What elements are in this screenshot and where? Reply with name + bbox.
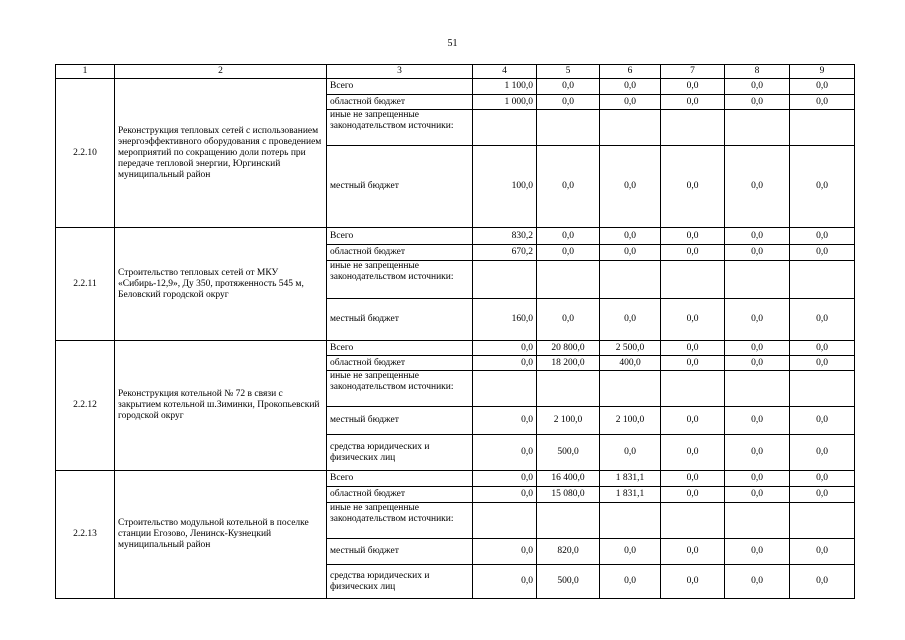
funding-source: областной бюджет xyxy=(327,487,473,503)
funding-source: средства юридических и физических лиц xyxy=(327,565,473,599)
amount-cell: 0,0 xyxy=(725,228,790,245)
amount-cell: 0,0 xyxy=(725,356,790,371)
amount-cell: 0,0 xyxy=(725,341,790,356)
amount-cell xyxy=(600,261,661,299)
amount-cell xyxy=(600,371,661,407)
amount-cell: 0,0 xyxy=(600,565,661,599)
column-header: 8 xyxy=(725,65,790,79)
header-row xyxy=(56,65,855,79)
amount-cell xyxy=(790,371,855,407)
amount-cell: 0,0 xyxy=(661,539,725,565)
funding-source: областной бюджет xyxy=(327,95,473,110)
amount-cell: 0,0 xyxy=(725,79,790,95)
table-row xyxy=(56,471,855,487)
amount-cell: 2 500,0 xyxy=(600,341,661,356)
column-header: 1 xyxy=(56,65,115,79)
amount-cell: 1 831,1 xyxy=(600,487,661,503)
column-header: 6 xyxy=(600,65,661,79)
amount-cell: 0,0 xyxy=(661,228,725,245)
amount-cell xyxy=(473,110,537,146)
amount-cell: 18 200,0 xyxy=(537,356,600,371)
amount-cell: 0,0 xyxy=(790,471,855,487)
amount-cell: 0,0 xyxy=(473,539,537,565)
amount-cell: 0,0 xyxy=(661,79,725,95)
table-row xyxy=(56,79,855,95)
funding-source: средства юридических и физических лиц xyxy=(327,435,473,471)
amount-cell: 0,0 xyxy=(725,245,790,261)
amount-cell: 0,0 xyxy=(473,565,537,599)
amount-cell: 0,0 xyxy=(473,487,537,503)
amount-cell: 0,0 xyxy=(790,435,855,471)
amount-cell: 0,0 xyxy=(661,146,725,228)
amount-cell xyxy=(790,110,855,146)
amount-cell: 0,0 xyxy=(790,228,855,245)
amount-cell xyxy=(661,371,725,407)
amount-cell: 2 100,0 xyxy=(600,407,661,435)
item-code: 2.2.12 xyxy=(56,341,115,471)
amount-cell: 500,0 xyxy=(537,435,600,471)
amount-cell xyxy=(725,261,790,299)
amount-cell: 160,0 xyxy=(473,299,537,341)
amount-cell: 0,0 xyxy=(537,79,600,95)
amount-cell: 0,0 xyxy=(790,95,855,110)
column-header: 7 xyxy=(661,65,725,79)
column-header: 5 xyxy=(537,65,600,79)
amount-cell: 0,0 xyxy=(600,539,661,565)
amount-cell: 0,0 xyxy=(537,299,600,341)
amount-cell: 0,0 xyxy=(537,245,600,261)
amount-cell: 1 000,0 xyxy=(473,95,537,110)
amount-cell: 0,0 xyxy=(537,228,600,245)
amount-cell: 0,0 xyxy=(790,79,855,95)
amount-cell xyxy=(725,110,790,146)
amount-cell: 0,0 xyxy=(725,407,790,435)
item-code: 2.2.11 xyxy=(56,228,115,341)
amount-cell: 15 080,0 xyxy=(537,487,600,503)
amount-cell: 0,0 xyxy=(725,435,790,471)
funding-source: Всего xyxy=(327,471,473,487)
amount-cell: 0,0 xyxy=(600,146,661,228)
amount-cell: 0,0 xyxy=(473,341,537,356)
funding-source: иные не запрещенные законодательством источники: xyxy=(327,503,473,539)
budget-table xyxy=(55,64,855,599)
amount-cell xyxy=(790,261,855,299)
amount-cell: 0,0 xyxy=(790,299,855,341)
funding-source: местный бюджет xyxy=(327,299,473,341)
amount-cell: 0,0 xyxy=(725,299,790,341)
amount-cell: 0,0 xyxy=(725,471,790,487)
amount-cell: 820,0 xyxy=(537,539,600,565)
table-row xyxy=(56,228,855,245)
amount-cell xyxy=(661,503,725,539)
column-header: 4 xyxy=(473,65,537,79)
amount-cell xyxy=(790,503,855,539)
amount-cell: 0,0 xyxy=(725,95,790,110)
amount-cell: 0,0 xyxy=(790,565,855,599)
funding-source: иные не запрещенные законодательством источники: xyxy=(327,261,473,299)
item-name: Реконструкция тепловых сетей с использованием энергоэффективного оборудования с проведением мероприятий по сокращению доли потерь при передаче тепловой энергии, Юргинский муниципальный район xyxy=(115,79,327,228)
funding-source: Всего xyxy=(327,341,473,356)
amount-cell: 0,0 xyxy=(661,299,725,341)
item-name: Реконструкция котельной № 72 в связи с закрытием котельной ш.Зиминки, Прокопьевский городской округ xyxy=(115,341,327,471)
amount-cell xyxy=(473,503,537,539)
amount-cell: 0,0 xyxy=(661,407,725,435)
amount-cell: 0,0 xyxy=(790,487,855,503)
amount-cell: 1 100,0 xyxy=(473,79,537,95)
amount-cell: 1 831,1 xyxy=(600,471,661,487)
column-header: 3 xyxy=(327,65,473,79)
funding-source: иные не запрещенные законодательством источники: xyxy=(327,110,473,146)
amount-cell: 0,0 xyxy=(473,471,537,487)
amount-cell: 0,0 xyxy=(473,435,537,471)
amount-cell: 0,0 xyxy=(790,539,855,565)
amount-cell: 0,0 xyxy=(473,356,537,371)
amount-cell: 0,0 xyxy=(600,95,661,110)
funding-source: Всего xyxy=(327,79,473,95)
amount-cell: 0,0 xyxy=(790,407,855,435)
amount-cell: 0,0 xyxy=(790,341,855,356)
amount-cell: 0,0 xyxy=(661,356,725,371)
funding-source: местный бюджет xyxy=(327,146,473,228)
amount-cell xyxy=(600,110,661,146)
amount-cell: 0,0 xyxy=(725,539,790,565)
amount-cell: 400,0 xyxy=(600,356,661,371)
amount-cell: 2 100,0 xyxy=(537,407,600,435)
funding-source: Всего xyxy=(327,228,473,245)
amount-cell: 0,0 xyxy=(661,341,725,356)
amount-cell: 0,0 xyxy=(661,95,725,110)
amount-cell xyxy=(537,261,600,299)
amount-cell: 0,0 xyxy=(790,146,855,228)
amount-cell: 0,0 xyxy=(725,565,790,599)
amount-cell: 100,0 xyxy=(473,146,537,228)
amount-cell: 0,0 xyxy=(537,95,600,110)
item-name: Строительство модульной котельной в поселке станции Егозово, Ленинск-Кузнецкий муниципальный район xyxy=(115,471,327,599)
amount-cell: 670,2 xyxy=(473,245,537,261)
amount-cell: 0,0 xyxy=(790,356,855,371)
amount-cell: 0,0 xyxy=(725,146,790,228)
amount-cell: 0,0 xyxy=(600,228,661,245)
amount-cell: 0,0 xyxy=(790,245,855,261)
amount-cell xyxy=(473,371,537,407)
amount-cell: 16 400,0 xyxy=(537,471,600,487)
amount-cell: 0,0 xyxy=(661,435,725,471)
page-number: 51 xyxy=(447,38,458,49)
amount-cell xyxy=(537,110,600,146)
column-header: 9 xyxy=(790,65,855,79)
amount-cell: 830,2 xyxy=(473,228,537,245)
amount-cell: 0,0 xyxy=(600,435,661,471)
amount-cell: 0,0 xyxy=(473,407,537,435)
funding-source: областной бюджет xyxy=(327,245,473,261)
amount-cell: 0,0 xyxy=(600,79,661,95)
funding-source: местный бюджет xyxy=(327,539,473,565)
amount-cell: 0,0 xyxy=(661,565,725,599)
funding-source: иные не запрещенные законодательством источники: xyxy=(327,371,473,407)
amount-cell xyxy=(725,503,790,539)
amount-cell xyxy=(661,261,725,299)
column-header: 2 xyxy=(115,65,327,79)
item-name: Строительство тепловых сетей от МКУ «Сибирь-12,9», Ду 350, протяженность 545 м, Беловский городской округ xyxy=(115,228,327,341)
amount-cell: 20 800,0 xyxy=(537,341,600,356)
amount-cell: 0,0 xyxy=(600,299,661,341)
amount-cell xyxy=(537,503,600,539)
funding-source: местный бюджет xyxy=(327,407,473,435)
amount-cell xyxy=(725,371,790,407)
funding-source: областной бюджет xyxy=(327,356,473,371)
amount-cell: 0,0 xyxy=(725,487,790,503)
amount-cell: 0,0 xyxy=(600,245,661,261)
item-code: 2.2.13 xyxy=(56,471,115,599)
amount-cell: 0,0 xyxy=(661,471,725,487)
amount-cell: 0,0 xyxy=(537,146,600,228)
item-code: 2.2.10 xyxy=(56,79,115,228)
amount-cell xyxy=(600,503,661,539)
amount-cell: 0,0 xyxy=(661,245,725,261)
table-row xyxy=(56,341,855,356)
amount-cell xyxy=(661,110,725,146)
amount-cell xyxy=(473,261,537,299)
amount-cell xyxy=(537,371,600,407)
amount-cell: 500,0 xyxy=(537,565,600,599)
amount-cell: 0,0 xyxy=(661,487,725,503)
